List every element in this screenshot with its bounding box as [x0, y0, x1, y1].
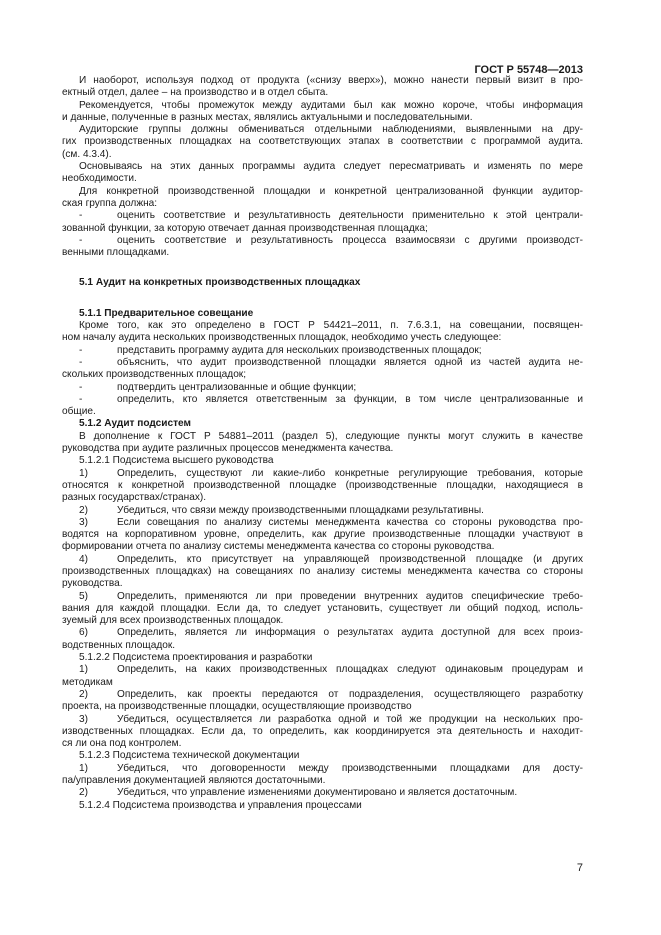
text-line: 2) Убедиться, что управление изменениями документировано и является достаточным.: [79, 787, 518, 799]
text-line: 5.1.2.3 Подсистема технической документации: [79, 750, 300, 762]
text-line: венными площадками.: [62, 247, 170, 259]
numbered-item: [62, 689, 583, 714]
subsection-heading: 5.1.2 Аудит подсистем: [79, 418, 191, 430]
list-item: [62, 235, 583, 260]
numbered-item: [62, 763, 583, 788]
text-line: 1) Определить, на каких производственных площадках следуют одинаковым процедурам и: [79, 664, 583, 676]
text-line: ном началу аудита нескольких производственных площадок, необходимо учесть следующее:: [62, 332, 502, 344]
document-designation: ГОСТ Р 55748—2013: [474, 64, 583, 76]
page-number: 7: [576, 862, 583, 874]
list-item: [62, 210, 583, 235]
numbered-item: [62, 627, 583, 652]
text-line: необходимости.: [62, 173, 137, 185]
text-line: формировании отчета по анализу системы менеджмента качества со стороны руководства.: [62, 541, 495, 553]
list-item: [62, 345, 583, 357]
paragraph: [62, 320, 583, 345]
text-line: Аудиторские группы должны обмениваться отдельными наблюдениями, выявленными на дру-: [79, 124, 583, 136]
list-marker: 5): [79, 590, 88, 602]
text-line: - оценить соответствие и результативность процесса взаимосвязи с другими производст-: [79, 234, 583, 246]
text-line: 5.1.2.2 Подсистема проектирования и разработки: [79, 652, 313, 664]
list-marker: -: [79, 393, 83, 405]
text-line: проекта, на производственные площадки, осуществляющие производство: [62, 701, 412, 713]
text-line: (см. 4.3.4).: [62, 148, 112, 160]
subsection-heading: 5.1.1 Предварительное совещание: [79, 307, 254, 319]
text-line: методикам: [62, 676, 113, 688]
text-line: - объяснить, что аудит производственной площадки является одной из частей аудита не-: [79, 356, 583, 368]
text-line: производственных площадках) на совещаниях по анализу системы менеджмента качества со стороны: [62, 565, 583, 577]
text-line: водственных площадок.: [62, 639, 176, 651]
text-line: ская группа должна:: [62, 197, 158, 209]
text-line: относятся к конкретной производственной площадке (производственные площадки, находящиеся в: [62, 479, 583, 491]
text-line: И наоборот, используя подход от продукта («снизу вверх»), можно нанести первый визит в про-: [79, 75, 583, 86]
text-line: Кроме того, как это определено в ГОСТ Р 54421–2011, п. 7.6.3.1, на совещании, посвящен-: [79, 320, 583, 332]
list-item: [62, 382, 583, 394]
text-line: 5.1.2.4 Подсистема производства и управления процессами: [79, 799, 362, 811]
list-marker: 2): [79, 504, 88, 516]
text-line: - подтвердить централизованные и общие функции;: [79, 381, 357, 393]
text-line: и данные, полученные в разных местах, являлись актуальными и последовательными.: [62, 111, 473, 123]
list-marker: -: [79, 356, 83, 368]
list-marker: 3): [79, 516, 88, 528]
list-marker: -: [79, 234, 83, 246]
text-line: 3) Убедиться, осуществляется ли разработка одной и той же продукции на нескольких про-: [79, 713, 583, 725]
text-line: 5) Определить, применяются ли при проведении внутренних аудитов специфические требо-: [79, 590, 583, 602]
list-marker: 1): [79, 467, 88, 479]
subsystem-title: [62, 455, 583, 467]
numbered-item: [62, 468, 583, 505]
subsystem-title: [62, 800, 583, 812]
paragraph: [62, 75, 583, 100]
text-line: - определить, кто является ответственным за функции, в том числе централизованные и: [79, 393, 583, 405]
text-line: 6) Определить, является ли информация о результатах аудита доступной для всех произ-: [79, 627, 583, 639]
subsystem-title: [62, 652, 583, 664]
subsystem-title: [62, 750, 583, 762]
text-line: 5.1.2.1 Подсистема высшего руководства: [79, 455, 274, 467]
text-line: 3) Если совещания по анализу системы менеджмента качества со стороны руководства про-: [79, 516, 583, 528]
numbered-item: [62, 591, 583, 628]
text-line: - оценить соответствие и результативность деятельности применительно к этой централи-: [79, 210, 583, 222]
paragraph: [62, 161, 583, 186]
paragraph: [62, 431, 583, 456]
document-body: [62, 75, 583, 812]
list-marker: 2): [79, 688, 88, 700]
text-line: изводственных площадках. Если да, то определить, как координируется эта деятельность и находит-: [62, 725, 583, 737]
text-line: руководства.: [62, 578, 123, 590]
list-marker: -: [79, 344, 83, 356]
list-item: [62, 357, 583, 382]
numbered-item: [62, 714, 583, 751]
text-line: 4) Определить, кто присутствует на управляющей производственной площадке (и других: [79, 553, 583, 565]
text-line: водятся на корпоративном уровне, определить, как другие производственные площадки участвуют в: [62, 529, 583, 541]
text-line: 2) Убедиться, что связи между производственными площадками результативны.: [79, 504, 484, 516]
text-line: общие.: [62, 406, 96, 418]
text-line: Основываясь на этих данных программы аудита следует пересматривать и изменять по мере: [79, 161, 583, 173]
numbered-item: [62, 664, 583, 689]
text-line: скольких производственных площадок;: [62, 369, 247, 381]
list-marker: 2): [79, 787, 88, 799]
list-marker: -: [79, 210, 83, 222]
list-marker: -: [79, 381, 83, 393]
text-line: вания для каждой площадки. Если да, то следует установить, существует ли общий подход, исполь-: [62, 602, 583, 614]
text-line: - представить программу аудита для нескольких производственных площадок;: [79, 344, 482, 356]
text-line: 1) Убедиться, что договоренности между производственными площадками для досту-: [79, 762, 583, 774]
text-line: руководства при аудите различных процессов менеджмента качества.: [62, 443, 394, 455]
text-line: па/управления документацией являются достаточными.: [62, 775, 326, 787]
text-line: В дополнение к ГОСТ Р 54881–2011 (раздел 5), следующие пункты могут служить в качестве: [79, 430, 583, 442]
text-line: гих производственных площадках на соответствующих этапах в соответствии с программой аудита.: [62, 136, 583, 148]
list-marker: 6): [79, 627, 88, 639]
list-marker: 1): [79, 664, 88, 676]
list-item: [62, 394, 583, 419]
text-line: ектный отдел, далее – на производство и в отдел сбыта.: [62, 87, 329, 99]
text-line: разных государствах/странах).: [62, 492, 207, 504]
text-line: Для конкретной производственной площадки и конкретной централизованной функции аудитор-: [79, 185, 583, 197]
text-line: 2) Определить, как проекты передаются от подразделения, осуществляющего разработку: [79, 688, 583, 700]
text-line: зуемый для всех производственных площадок.: [62, 615, 284, 627]
paragraph: [62, 186, 583, 211]
numbered-item: [62, 554, 583, 591]
text-line: 1) Определить, существуют ли какие-либо конкретные регулирующие требования, которые: [79, 467, 583, 479]
numbered-item: [62, 517, 583, 554]
list-marker: 3): [79, 713, 88, 725]
section-heading: 5.1 Аудит на конкретных производственных площадках: [79, 277, 361, 289]
list-marker: 4): [79, 553, 88, 565]
text-line: зованной функции, за которую отвечает данная производственная площадка;: [62, 222, 428, 234]
numbered-item: [62, 787, 583, 799]
paragraph: [62, 100, 583, 125]
text-line: ся ли она под контролем.: [62, 738, 182, 750]
list-marker: 1): [79, 762, 88, 774]
numbered-item: [62, 505, 583, 517]
paragraph: [62, 124, 583, 161]
text-line: Рекомендуется, чтобы промежуток между аудитами был как можно короче, чтобы информация: [79, 99, 583, 111]
